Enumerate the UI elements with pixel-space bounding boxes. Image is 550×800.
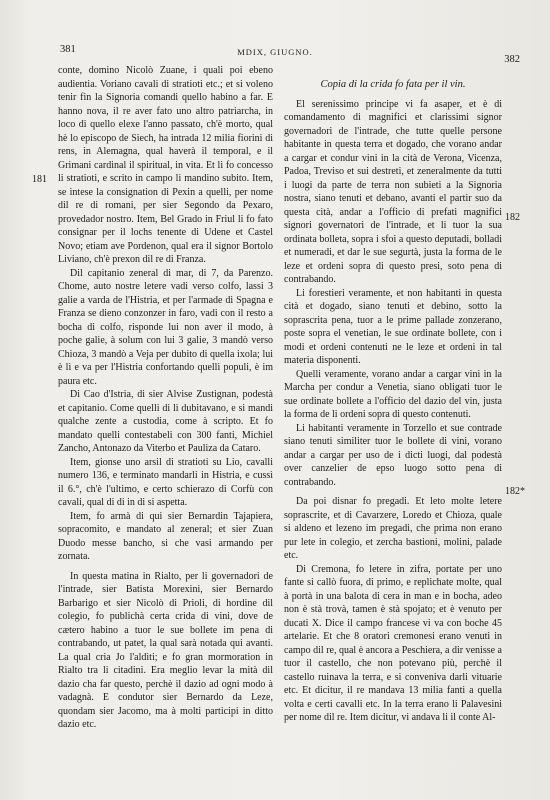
running-title: MDIX, GIUGNO. bbox=[237, 47, 313, 57]
paragraph: Di Cremona, fo letere in zifra, portate per uno fante si callò fuora, di primo, e replichate molte, qual à portà in una balota di cera in man e in bocha, adeo non è stà trovà, tamen è stà spojato; et è venuto per ducati X. Dice il campo francese vi va con boche 45 artelarie. Et che 8 oratori cremonesi erano venuti in campo dil re, qual è ancora a Peschiera, a dir venisse a tuor il castello, che non potevano più, perchè il castello ruinava la terra, e si conveniva darli vituarie etc. Et dicitur, il re mandava 13 milia fanti a quella volta e certi cavalli etc. In la terra erano li Palavesini per nome dil re. Item dicitur, vi andava li il conte Al- bbox=[284, 563, 502, 723]
paragraph: Item, gionse uno arsil di stratioti su Lio, cavalli numero 136, e terminato mandarli in Histria, e cussì il 6.°, ch'è l'ultimo, e certo schierazo di Corfù con cavali, qual di di in di si aspetta. bbox=[58, 456, 273, 508]
paragraph: El serenissimo principe vi fa asaper, et è di comandamento di magnifici et clarissimi signor governadori de l'intrade, che tutte quelle persone habitante in questa terra et dogado, che vorano andar a cargar et condur vini in la cità de Verona, Vicenza, Padoa, Treviso et sui destreti, et zeneralmente da tutti i luogi da parte de terra non subieti a la Signoria nostra, siano tenuti et debano, avanti el partir suo da questa cità, andar a l'officio di prefati magnifici signori governatori de l'intrade, et li tuor la sua ordinata bolleta, sopra i sfoi a questo deputadi, bolladi et numeradi, et dar le sue segurtà, justa la forma de le leze et ordeni sopra di questo presi, soto pena di contrabando. bbox=[284, 98, 502, 285]
paragraph: Li habitanti veramente in Torzello et sue contrade siano tenuti similiter tuor le bollete di vini, vorano andar a cargar per uso de i dicti luogi, dal podestà over canzelier de epso luogo sotto pena di contrabando. bbox=[284, 422, 502, 488]
margin-note-left: 181 bbox=[32, 174, 47, 185]
page-number-right: 382 bbox=[504, 54, 520, 65]
paragraph: Di Cao d'Istria, di sier Alvise Zustignan, podestà et capitanio. Come quelli di lì dubitavano, e si mandi qualche zente a custodia, come à scripto. Et fo mandato quelli contestabeli con 300 fanti, Michiel Zancho, Antonazo da Viterbo et Pauliza da Cataro. bbox=[58, 389, 273, 454]
page-number-left: 381 bbox=[60, 44, 76, 55]
margin-note-right-2: 182* bbox=[505, 486, 525, 497]
right-column bbox=[284, 64, 502, 725]
paragraph: conte, domino Nicolò Zuane, i quali poi ebeno audientia. Voriano cavali di stratioti etc.; et si voleno tenir fin la Signoria comandi quello habino a far. E hanno nova, il re aver fato uno altro patriarcha, in loco di quello elexe l'anno passato, ch'è morto, qual hè lo episcopo de Siech, ha intrada 12 milia fiorini di rens, in Alemagna, qual haverà il temporal, e il Grimani cardinal il spiritual, in vita. Et li fo concesso li stratioti, e scrito in campo li mandino subito. Item, se intese la consignation di Pexin a quelli, per nome dil re di romani, per sier Segondo da Pexaro, provedador nostro. Item, Bel Grado in Friul li fo fato consignar per il lochs tenente di Udene et Castel Novo; etiam ave Pordenon, qual era il signor Bortolo Liviano, ch'è prexon dil re di Franza. bbox=[58, 65, 273, 265]
paragraph: In questa matina in Rialto, per li governadori de l'intrade, sier Batista Morexini, sier Bernardo Barbarigo et sier Nicolò di Prioli, di hordine dil colegio, fo publichà certa crida di vini, dove de cætero habino a tuor le sue bollete im pena di contrabando, ut patet, la qual sarà notada qui avanti. La qual cria Jo l'aldìti; e fo gran mormoration in Rialto tra li citadini. Era meglio levar la mità dil dazio cha far questo, perchè il dazio ad ogni modo à vadagnà. E condutor sier Bernardo da Leze, quondam sier Jacomo, ma à molti participi in ditto dazio etc. bbox=[58, 570, 273, 730]
paragraph: Li forestieri veramente, et non habitanti in questa cità et dogado, siano tenuti et debino, sotto la soprascrita pena, tuor a le prime pallade zonzerano, poste sopra el venetian, le sue ordinate bollete, con i modi et ordeni contenuti ne le leze et ordeni in tal materia disponenti. bbox=[284, 287, 502, 366]
paragraph: Dil capitanio zeneral di mar, di 7, da Parenzo. Chome, auto nostre letere vadi verso colfo, lassi 3 galie a varda de l'Histria, et per l'armade di Spagna e Franza se dieno conzonzer in faro, vadi con il resto a bocha di colfo, risponde lui non aver il modo, à poche galie, à solum con lui 3 galie, 3 mandò verso Chioza, 3 mandò a Veja per dubito di quella ixola; lui è lì e va per l'Histria confortando quelli populi, è im paura etc. bbox=[58, 267, 273, 387]
section-heading: Copia di la crida fo fata per il vin. bbox=[320, 79, 466, 90]
margin-note-right-1: 182 bbox=[505, 212, 520, 223]
paragraph: Quelli veramente, vorano andar a cargar vini in la Marcha per condur a Venetia, siano obligati tuor le sue ordinate bollete a l'officio del dazio del vin, justa la forma de li ordeni sopra di questo contenuti. bbox=[284, 368, 502, 420]
paragraph: Da poi disnar fo pregadi. Et leto molte letere soprascrite, et di Cavarzere, Loredo et Chioza, quale si aldeno et lezeno im pregadi, che prima non erano pur lete in colegio, et zercha bastioni, molini, palade etc. bbox=[284, 496, 502, 561]
paragraph: Item, fo armà di qui sier Bernardin Tajapiera, sopracomito, e mandato al zeneral; et sier Zuan Duodo messe bancho, si che vasi armando per zornata. bbox=[58, 510, 273, 562]
page-header bbox=[0, 44, 550, 65]
left-column bbox=[58, 64, 273, 732]
